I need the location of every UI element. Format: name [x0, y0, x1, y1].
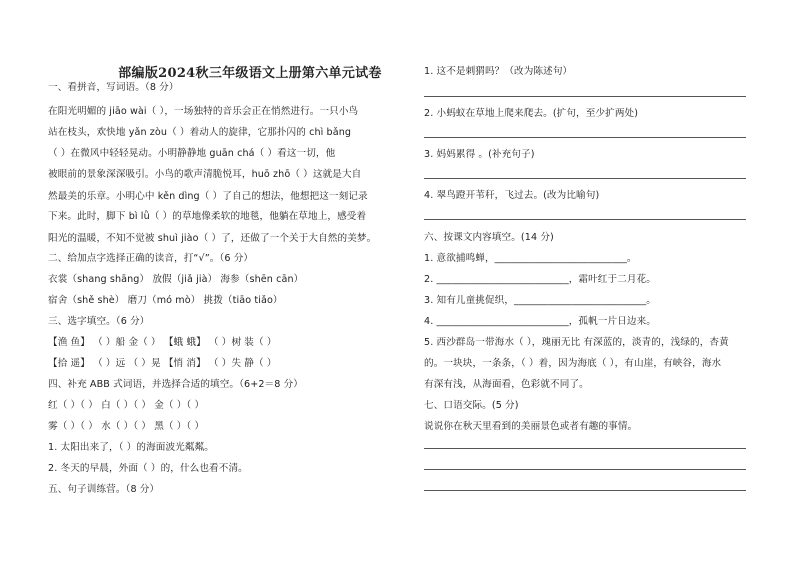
- text-line: 被眼前的景象深深吸引。小鸟的歌声清脆悦耳，huō zhō（ ）这就是大自: [48, 169, 362, 180]
- text-line: 的。一块块，一条条，（ ）着，因为海底（ ），有山崖，有峡谷，海水: [424, 358, 722, 369]
- text-line: 2. 冬天的早晨，外面（ ）的，什么也看不清。: [48, 463, 248, 474]
- answer-line: [424, 96, 746, 97]
- section-heading: 七、口语交际。(5 分): [424, 400, 519, 411]
- text-line: 站在枝头，欢快地 yǎn zòu（ ）着动人的旋律，它那扑闪的 chì bǎng: [48, 127, 352, 138]
- question-line: 4. 翠鸟蹬开苇秆，飞过去。(改为比喻句): [424, 190, 600, 201]
- text-line: 5. 西沙群岛一带海水（ ），瑰丽无比 有深蓝的，淡青的，浅绿的，杏黄: [424, 337, 729, 348]
- answer-line: [424, 490, 746, 491]
- question-line: 3. 妈妈累得 。(补充句子): [424, 149, 535, 160]
- section-heading: 二、给加点字选择正确的读音，打“√”。（6 分）: [48, 253, 254, 264]
- question-line: 2. 小蚂蚁在草地上爬来爬去。(扩句，至少扩两处): [424, 108, 639, 119]
- text-line: 说说你在秋天里看到的美丽景色或者有趣的事情。: [424, 421, 638, 432]
- text-line: 雾（ ）（ ） 水（ ）（ ） 黑（ ）（ ）: [48, 421, 205, 432]
- fill-line: 3. 知有儿童挑促织，___________________________。: [424, 295, 656, 306]
- text-line: 然最美的乐章。小明心中 kěn dìng（ ）了自己的想法，他想把这一刻记录: [48, 191, 368, 202]
- text-line: 【渔 鱼】 （ ）船 金（ ） 【蛾 蛾】 （ ）树 装（ ）: [48, 337, 277, 348]
- section-heading: 一、看拼音，写词语。（8 分）: [48, 82, 179, 93]
- text-line: 有深有浅，从海面看，色彩就不同了。: [424, 379, 589, 390]
- text-line: （ ）在微风中轻轻晃动。小明静静地 guān chá（ ）看这一切，他: [48, 148, 336, 159]
- page-title: 部编版2024秋三年级语文上册第六单元试卷: [118, 66, 382, 81]
- text-line: 红（ ）（ ） 白（ ）（ ） 金（ ）（ ）: [48, 400, 205, 411]
- section-heading: 五、句子训练营。（8 分）: [48, 484, 160, 495]
- section-heading: 四、补充 ABB 式词语，并选择合适的填空。（6+2＝8 分）: [48, 379, 303, 390]
- text-line: 衣裳（shang shāng） 放假（jiǎ jià） 海参（shēn cān）: [48, 274, 304, 285]
- fill-line: 2. ___________________________，霜叶红于二月花。: [424, 274, 656, 285]
- text-line: 阳光的温暖，不知不觉被 shuì jiào（ ）了，还做了一个关于大自然的美梦。: [48, 233, 377, 244]
- answer-line: [424, 448, 746, 449]
- text-line: 1. 太阳出来了，（ ）的海面波光粼粼。: [48, 442, 214, 453]
- answer-line: [424, 469, 746, 470]
- text-line: 在阳光明媚的 jiāo wài（ ），一场独特的音乐会正在悄然进行。一只小鸟: [48, 106, 359, 117]
- fill-line: 4. ___________________________，孤帆一片日边来。: [424, 316, 656, 327]
- answer-line: [424, 178, 746, 179]
- answer-line: [424, 137, 746, 138]
- fill-line: 1. 意欲捕鸣蝉，___________________________。: [424, 253, 637, 264]
- section-heading: 三、选字填空。（6 分）: [48, 316, 150, 327]
- text-line: 【拾 遥】 （ ）远 （ ）晃 【悄 消】 （ ）失 静（ ）: [48, 358, 277, 369]
- answer-line: [424, 219, 746, 220]
- text-line: 宿舍（shě shè） 磨刀（mó mò） 挑拨（tiāo tiǎo）: [48, 295, 283, 306]
- section-heading: 六、按课文内容填空。(14 分): [424, 232, 554, 243]
- question-line: 1. 这不是刺猬吗？（改为陈述句）: [424, 66, 573, 77]
- text-line: 下来。此时，脚下 bì lǜ（ ）的草地像柔软的地毯，他躺在草地上，感受着: [48, 211, 367, 222]
